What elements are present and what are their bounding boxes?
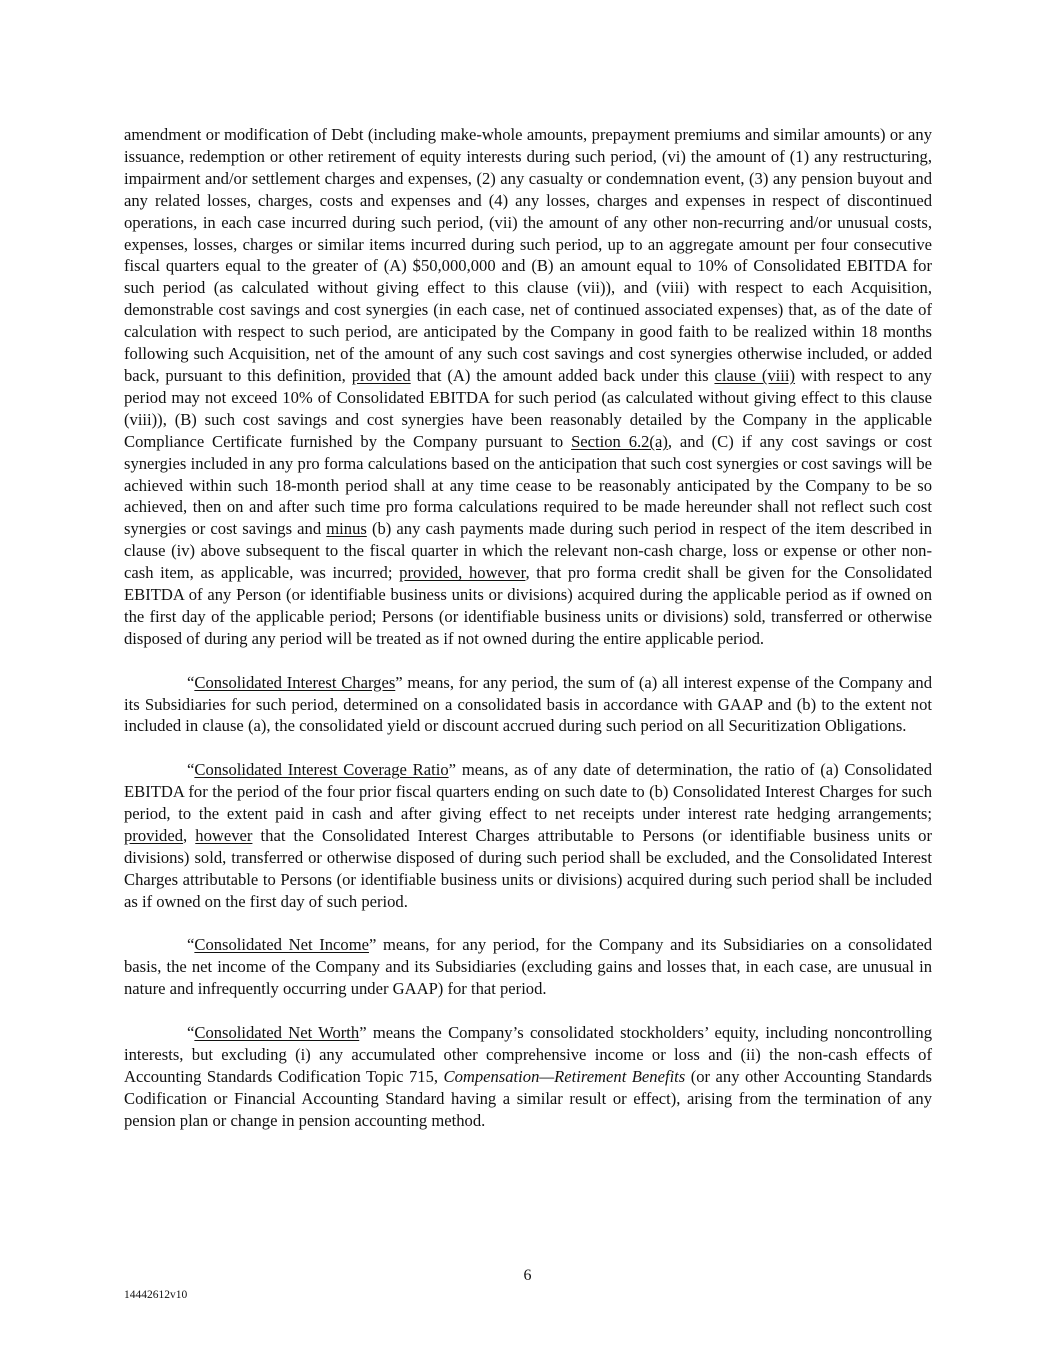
clause-viii-reference: clause (viii) [714,365,796,385]
open-quote: “ [187,1023,195,1043]
text-run: , that pro forma credit shall be given for the Consolidated EBITDA of any Person (or identifiable business units or divisions) acquired during the applicable period as if owned on the first day of the applicable period; Persons (or identifiable business units or divisions) sold, transferred or otherwise disposed of during any period will be treated as if not owned during the entire applicable period. [124,563,933,648]
document-body [124,124,932,1154]
section-6-2a-reference: Section 6.2(a) [571,431,668,451]
close-quote: ” [359,1023,367,1043]
underlined-minus: minus [326,519,367,539]
open-quote: “ [187,935,195,955]
underlined-provided: provided [351,365,411,385]
defined-term: Consolidated Net Worth [194,1023,360,1043]
text-run: , and (C) if any cost savings or cost synergies included in any pro forma calculations based on the anticipation that such cost synergies or cost savings will be achieved within such 18-month period shall at any time cease to be reasonably anticipated by the Company to be so achieved, then on and after such time pro forma calculations required to be made hereunder shall not reflect such cost synergies or cost savings and [124,431,932,539]
text-run: with respect to any period may not exceed 10% of Consolidated EBITDA for such period (as calculated without giving effect to this clause (viii)), (B) such cost savings and cost synergies have been reasonably detailed by the Company in the applicable Compliance Certificate furnished by the Company pursuant to [124,365,932,451]
defined-term: Consolidated Interest Coverage Ratio [194,760,449,780]
definition-text: means, for any period, the sum of (a) all interest expense of the Company and its Subsidiaries for such period, determined on a consolidated basis in accordance with GAAP and (b) to the extent not included in clause (a), the consolidated yield or discount accrued during such period on all Securitization Obligations. [124,672,932,736]
italic-topic-title: Compensation—Retirement Benefits [443,1066,686,1086]
underlined-however: however [195,825,253,845]
close-quote: ” [368,935,377,955]
definition-text: means, as of any date of determination, the ratio of (a) Consolidated EBITDA for the period of the four prior fiscal quarters ending on such date to (b) Consolidated Interest Charges for such period, to the extent paid in cash and after giving effect to net receipts under interest rate hedging arrangements; [124,760,932,824]
underlined-provided: provided [124,825,183,845]
close-quote: ” [395,672,403,692]
definition-consolidated-net-worth [124,1022,932,1132]
open-quote: “ [187,760,195,780]
definition-consolidated-interest-charges [124,672,932,738]
definition-text: that the Consolidated Interest Charges attributable to Persons (or identifiable business units or divisions) sold, transferred or otherwise disposed of during such period shall be excluded, and the Consolidated Interest Charges attributable to Persons (or identifiable business units or divisions) acquired during such period shall be included as if owned on the first day of such period. [124,825,932,911]
document-id: 14442612v10 [124,1289,188,1301]
close-quote: ” [448,760,457,780]
text-run: , [183,825,196,845]
defined-term: Consolidated Interest Charges [194,672,396,692]
text-run: that (A) the amount added back under this [410,365,715,385]
definition-text: (or any other Accounting Standards Codification or Financial Accounting Standard having a similar result or effect), arising from the termination of any pension plan or change in pension accounting method. [124,1066,932,1130]
definition-text: means the Company’s consolidated stockholders’ equity, including noncontrolling interests, but excluding (i) any accumulated other comprehensive income or loss and (ii) the non-cash effects of Accounting Standards Codification Topic 715, [124,1023,933,1086]
paragraph-ebitda-continuation [124,124,932,650]
underlined-provided-however: provided, however [399,563,526,583]
text-run: amendment or modification of Debt (including make-whole amounts, prepayment premiums and similar amounts) or any issuance, redemption or other retirement of equity interests during such period, (vi) the amount of (1) any restructuring, impairment and/or settlement charges and expenses, (2) any casualty or condemnation event, (3) any pension buyout and any related losses, charges, costs and expenses and (4) any losses, charges and expenses in respect of discontinued operations, in each case incurred during such period, (vii) the amount of any other non-recurring and/or unusual costs, expenses, losses, charges or similar items incurred during such period, up to an aggregate amount per four consecutive fiscal quarters equal to the greater of (A) $50,000,000 and (B) an amount equal to 10% of Consolidated EBITDA for such period (as calculated without giving effect to this clause (vii)), and (viii) with respect to each Acquisition, demonstrable cost savings and cost synergies (in each case, net of continued associated expenses) that, as of the date of calculation with respect to such period, are anticipated by the Company in good faith to be realized within 18 months following such Acquisition, net of the amount of any such cost savings and cost synergies otherwise included, or added back, pursuant to this definition, [124,125,932,385]
definition-consolidated-interest-coverage-ratio [124,759,932,912]
definition-text: means, for any period, for the Company and its Subsidiaries on a consolidated basis, the net income of the Company and its Subsidiaries (excluding gains and losses that, in each case, are unusual in nature and infrequently occurring under GAAP) for that period. [124,935,932,999]
text-run: (b) any cash payments made during such period in respect of the item described in clause (iv) above subsequent to the fiscal quarter in which the relevant non-cash charge, loss or expense or other non-cash item, as applicable, was incurred; [124,519,932,583]
page-number: 6 [523,1267,532,1284]
definition-consolidated-net-income [124,934,932,1000]
open-quote: “ [187,672,195,692]
defined-term: Consolidated Net Income [194,935,369,955]
